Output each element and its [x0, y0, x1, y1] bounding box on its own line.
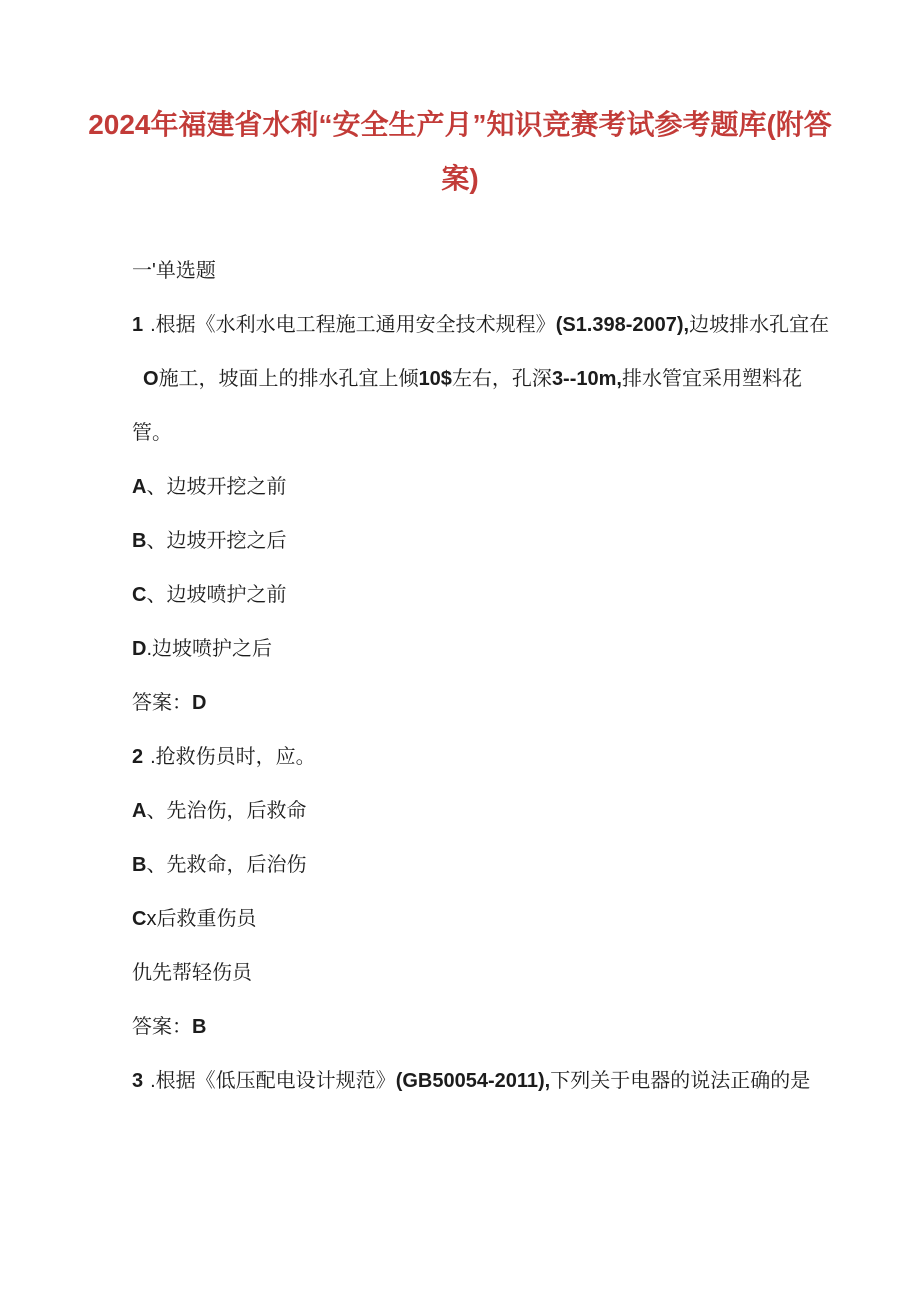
section-heading-text: 一'单选题 [132, 260, 216, 282]
q2-option-c-text: x后救重伤员 [146, 908, 257, 930]
q2-stem [132, 730, 810, 784]
q1-option-c-label: C [132, 584, 147, 606]
q3-stem [132, 1054, 810, 1108]
q1-stem-a: .根据《水利水电工程施工通用安全技术规程》 [150, 314, 556, 336]
q3-number: 3 [132, 1070, 144, 1092]
q1-option-a-label: A [132, 476, 147, 498]
q1-cont-depth: 3--10m, [551, 368, 622, 390]
section-heading [132, 244, 810, 298]
q1-stem-standard-code: (S1.398-2007), [555, 314, 690, 336]
title-line-2: 案) [441, 163, 479, 194]
q2-option-c-label: C [132, 908, 147, 930]
q1-answer-value: D [192, 692, 207, 714]
q2-stem-text: .抢救伤员时，应。 [150, 746, 316, 768]
q1-answer [132, 676, 810, 730]
q1-stem-c: 边坡排水孔宜在 [689, 314, 830, 336]
q1-cont-tail: 管。 [132, 422, 172, 444]
document-title [0, 0, 920, 206]
q1-option-d-label: D [132, 638, 147, 660]
q2-answer-label: 答案： [132, 1016, 192, 1038]
q2-option-b [132, 838, 810, 892]
q1-answer-label: 答案： [132, 692, 192, 714]
document-body [0, 244, 920, 1108]
q2-option-a-label: A [132, 800, 147, 822]
q1-option-b-label: B [132, 530, 147, 552]
q1-cont-a: 施工，坡面上的排水孔宜上倾 [158, 368, 419, 390]
q1-option-a [132, 460, 810, 514]
q2-option-c [132, 892, 810, 946]
q1-stem-line-3 [132, 406, 810, 460]
q2-option-d [132, 946, 810, 1000]
q1-cont-angle: 10$ [418, 368, 452, 390]
q1-option-c [132, 568, 810, 622]
q1-option-b [132, 514, 810, 568]
q1-number: 1 [132, 314, 144, 336]
q2-option-b-label: B [132, 854, 147, 876]
q3-stem-standard-code: (GB50054-2011), [395, 1070, 551, 1092]
q2-number: 2 [132, 746, 144, 768]
q2-answer-value: B [192, 1016, 207, 1038]
title-line-1: 2024年福建省水利“安全生产月”知识竞赛考试参考题库(附答 [88, 109, 832, 140]
q1-cont-e: 排水管宜采用塑料花 [621, 368, 802, 390]
q2-option-a [132, 784, 810, 838]
q2-answer [132, 1000, 810, 1054]
q3-stem-a: .根据《低压配电设计规范》 [150, 1070, 396, 1092]
q1-option-b-text: 、边坡开挖之后 [146, 530, 287, 552]
q1-option-d-text: .边坡喷护之后 [146, 638, 273, 660]
q1-stem-line-1 [132, 298, 830, 352]
q1-option-a-text: 、边坡开挖之前 [146, 476, 287, 498]
q1-option-c-text: 、边坡喷护之前 [146, 584, 287, 606]
q1-option-d [132, 622, 810, 676]
q2-option-d-text: 仇先帮轻伤员 [132, 962, 252, 984]
q2-option-a-text: 、先治伤，后救命 [146, 800, 307, 822]
q3-stem-c: 下列关于电器的说法正确的是 [550, 1070, 811, 1092]
q1-cont-c: 左右，孔深 [451, 368, 552, 390]
q2-option-b-text: 、先救命，后治伤 [146, 854, 307, 876]
q1-stem-line-2 [132, 352, 810, 406]
q1-cont-lead: O [143, 368, 159, 390]
